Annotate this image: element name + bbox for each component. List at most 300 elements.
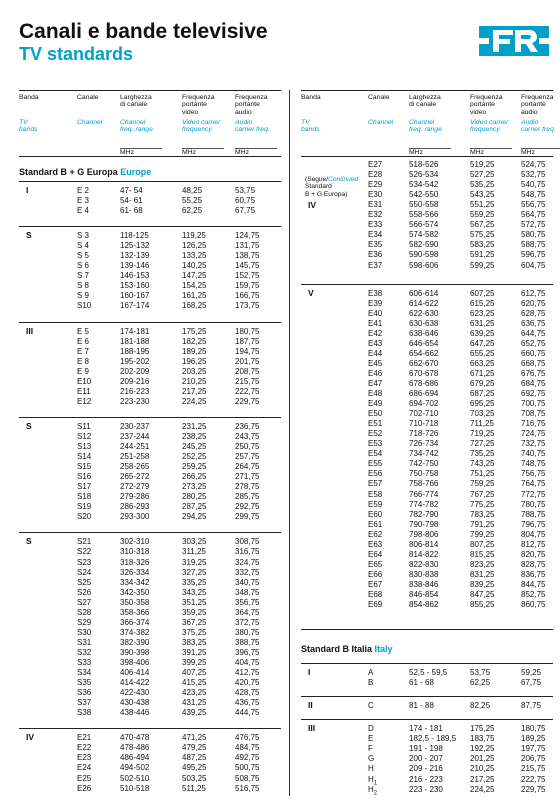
- channel-cell: E42: [368, 328, 383, 338]
- video-cell: 245,25: [182, 442, 207, 452]
- range-cell: 470-478: [120, 733, 150, 743]
- table-row: [301, 399, 553, 409]
- page-title: Canali e bande televisive: [19, 20, 268, 43]
- range-cell: 414-422: [120, 678, 150, 688]
- video-cell: 161,25: [182, 291, 207, 301]
- audio-cell: 285,75: [235, 492, 260, 502]
- video-cell: 62,25: [470, 678, 491, 688]
- range-cell: 846-854: [409, 590, 439, 600]
- video-cell: 503,25: [182, 773, 207, 783]
- audio-cell: 173,75: [235, 301, 260, 311]
- range-cell: 52,5 - 59,5: [409, 668, 448, 678]
- video-cell: 655,25: [470, 348, 495, 358]
- header-band-en-line: bands: [301, 126, 320, 134]
- channel-cell: E66: [368, 569, 383, 579]
- band-group-band-label: I: [308, 667, 311, 678]
- table-row: [301, 744, 553, 754]
- audio-cell: 804,75: [521, 529, 546, 539]
- video-cell: 471,25: [182, 733, 207, 743]
- channel-cell: E34: [368, 230, 383, 240]
- range-cell: 534-542: [409, 180, 439, 190]
- channel-cell: E68: [368, 590, 383, 600]
- range-cell: 734-742: [409, 449, 439, 459]
- table-row: [19, 678, 281, 688]
- header-mhz-rule: [409, 148, 451, 149]
- range-cell: 216 - 223: [409, 774, 443, 784]
- video-cell: 759,25: [470, 479, 495, 489]
- range-cell: 822-830: [409, 559, 439, 569]
- channel-cell: S17: [77, 482, 92, 492]
- video-cell: 359,25: [182, 607, 207, 617]
- video-cell: 663,25: [470, 358, 495, 368]
- table-row: [19, 281, 281, 291]
- audio-cell: 604,75: [521, 260, 546, 270]
- table-row: [19, 422, 281, 432]
- video-cell: 767,25: [470, 489, 495, 499]
- header-audio-en: [235, 119, 270, 134]
- band-group-band-label: IV: [308, 200, 317, 210]
- video-cell: 62,25: [182, 206, 203, 216]
- channel-cell: S23: [77, 557, 92, 567]
- video-cell: 280,25: [182, 492, 207, 502]
- channel-cell: E21: [77, 733, 92, 743]
- range-cell: 382-390: [120, 637, 150, 647]
- header-video-en-line: frequency: [470, 126, 500, 134]
- channel-cell: E55: [368, 459, 383, 469]
- video-cell: 439,25: [182, 708, 207, 718]
- range-cell: 510-518: [120, 783, 150, 793]
- header-audio-line: Frequenza: [521, 94, 554, 101]
- video-cell: 479,25: [182, 743, 207, 753]
- audio-cell: 556,75: [521, 200, 546, 210]
- channel-cell: E39: [368, 298, 383, 308]
- range-cell: 750-758: [409, 469, 439, 479]
- range-cell: 398-406: [120, 658, 150, 668]
- video-cell: 391,25: [182, 647, 207, 657]
- table-row: [301, 479, 553, 489]
- band-group: [19, 728, 281, 801]
- video-cell: 168,25: [182, 301, 207, 311]
- channel-cell: S32: [77, 647, 92, 657]
- header-band-en-line: bands: [19, 126, 38, 134]
- channel-cell: S24: [77, 567, 92, 577]
- range-cell: 854-862: [409, 600, 439, 610]
- audio-cell: 596,75: [521, 250, 546, 260]
- range-cell: 774-782: [409, 499, 439, 509]
- audio-cell: 215,75: [521, 764, 546, 774]
- audio-cell: 740,75: [521, 449, 546, 459]
- header-audio-line: portante: [235, 101, 260, 109]
- band-group: [19, 417, 281, 531]
- channel-cell: S 5: [77, 251, 90, 261]
- video-cell: 287,25: [182, 502, 207, 512]
- header-video-line: Frequenza: [182, 94, 215, 101]
- range-cell: 702-710: [409, 409, 439, 419]
- range-cell: 766-774: [409, 489, 439, 499]
- table-row: [19, 588, 281, 598]
- video-cell: 567,25: [470, 220, 495, 230]
- header-range-en: [120, 119, 153, 134]
- table-row: [301, 785, 553, 795]
- range-cell: 838-846: [409, 579, 439, 589]
- range-cell: 132-139: [120, 251, 150, 261]
- note-line3: B + G Europa): [305, 190, 348, 198]
- table-row: [301, 490, 553, 500]
- video-cell: 599,25: [470, 260, 495, 270]
- video-cell: 375,25: [182, 627, 207, 637]
- video-cell: 519,25: [470, 160, 495, 169]
- audio-cell: 197,75: [521, 744, 546, 754]
- table-row: [19, 658, 281, 668]
- range-cell: 230-237: [120, 421, 150, 431]
- table-row: [19, 357, 281, 367]
- table-row: [301, 500, 553, 510]
- table-row: [19, 241, 281, 251]
- audio-cell: 724,75: [521, 429, 546, 439]
- channel-cell: E11: [77, 386, 91, 396]
- audio-cell: 208,75: [235, 366, 260, 376]
- table-row: [19, 648, 281, 658]
- channel-cell: E52: [368, 429, 383, 439]
- channel-cell: S19: [77, 502, 92, 512]
- channel-cell: S37: [77, 698, 92, 708]
- video-cell: 695,25: [470, 399, 495, 409]
- note-line2: Standard: [305, 183, 332, 191]
- channel-cell: B: [368, 678, 374, 688]
- band-group-band-label: S: [26, 536, 32, 547]
- video-cell: 259,25: [182, 462, 207, 472]
- table-row: [301, 261, 553, 271]
- video-cell: 423,25: [182, 688, 207, 698]
- video-cell: 201,25: [470, 754, 495, 764]
- table-row: [19, 763, 281, 773]
- note-continued: Continued: [328, 176, 359, 183]
- table-row: [301, 701, 553, 711]
- video-cell: 351,25: [182, 597, 207, 607]
- channel-cell: E50: [368, 409, 383, 419]
- range-cell: 358-366: [120, 607, 150, 617]
- table-row: [301, 230, 553, 240]
- band-group: [19, 226, 281, 319]
- table-row: [301, 429, 553, 439]
- audio-cell: 668,75: [521, 358, 546, 368]
- table-row: [301, 510, 553, 520]
- video-cell: 238,25: [182, 431, 207, 441]
- table-row: [19, 733, 281, 743]
- range-cell: 782-790: [409, 509, 439, 519]
- channel-cell: E43: [368, 338, 383, 348]
- table-row: [301, 590, 553, 600]
- video-cell: 575,25: [470, 230, 495, 240]
- audio-cell: 316,75: [235, 547, 260, 557]
- audio-cell: 748,75: [521, 459, 546, 469]
- channel-cell: E 3: [77, 196, 90, 206]
- audio-cell: 166,75: [235, 291, 260, 301]
- table-row: [301, 200, 553, 210]
- range-cell: 182,5 - 189,5: [409, 734, 457, 744]
- channel-cell: E32: [368, 210, 383, 220]
- audio-cell: 700,75: [521, 399, 546, 409]
- channel-cell: E61: [368, 519, 383, 529]
- audio-cell: 532,75: [521, 170, 546, 180]
- audio-cell: 732,75: [521, 439, 546, 449]
- video-cell: 743,25: [470, 459, 495, 469]
- range-cell: 209 - 216: [409, 764, 443, 774]
- audio-cell: 756,75: [521, 469, 546, 479]
- table-header: [19, 90, 281, 157]
- table-row: [301, 550, 553, 560]
- channel-cell: E41: [368, 318, 383, 328]
- video-cell: 415,25: [182, 678, 207, 688]
- audio-cell: 796,75: [521, 519, 546, 529]
- audio-cell: 124,75: [235, 231, 260, 241]
- range-cell: 478-486: [120, 743, 150, 753]
- header-range: [409, 94, 442, 134]
- audio-cell: 67,75: [521, 678, 542, 688]
- video-cell: 196,25: [182, 356, 207, 366]
- header-range-line: Larghezza: [120, 94, 152, 101]
- audio-cell: 836,75: [521, 569, 546, 579]
- audio-cell: 420,75: [235, 678, 260, 688]
- table-row: [301, 570, 553, 580]
- range-cell: 390-398: [120, 647, 150, 657]
- range-cell: 438-446: [120, 708, 150, 718]
- audio-cell: 131,75: [235, 241, 260, 251]
- audio-cell: 500,75: [235, 763, 260, 773]
- audio-cell: 812,75: [521, 539, 546, 549]
- header-channel-en-line: Channel: [368, 119, 394, 126]
- audio-cell: 53,75: [235, 186, 256, 195]
- channel-cell: D: [368, 724, 374, 734]
- column-divider: [289, 90, 290, 796]
- header-mhz: MHz: [182, 149, 196, 156]
- channel-cell: E24: [77, 763, 92, 773]
- section-title: [301, 644, 393, 654]
- fr-logo: [479, 26, 549, 56]
- band-group: [301, 284, 553, 619]
- range-cell: 54- 61: [120, 196, 143, 206]
- range-cell: 125-132: [120, 241, 150, 251]
- range-cell: 160-167: [120, 291, 150, 301]
- table-row: [19, 568, 281, 578]
- channel-cell: E10: [77, 376, 92, 386]
- video-cell: 783,25: [470, 509, 495, 519]
- range-cell: 806-814: [409, 539, 439, 549]
- channel-cell: S 8: [77, 281, 90, 291]
- audio-cell: 180,75: [521, 724, 546, 734]
- audio-cell: 716,75: [521, 419, 546, 429]
- channel-cell: E37: [368, 260, 383, 270]
- channel-cell: E35: [368, 240, 383, 250]
- audio-cell: 436,75: [235, 698, 260, 708]
- table-row: [19, 668, 281, 678]
- header-audio-en-line: carrier freq.: [521, 126, 556, 134]
- range-cell: 558-566: [409, 210, 439, 220]
- channel-cell: E53: [368, 439, 383, 449]
- video-cell: 147,25: [182, 271, 207, 281]
- section-title-en: Europe: [120, 167, 152, 177]
- audio-cell: 364,75: [235, 607, 260, 617]
- video-cell: 119,25: [182, 231, 206, 241]
- table-row: [301, 754, 553, 764]
- audio-cell: 692,75: [521, 389, 546, 399]
- band-group-band-label: II: [308, 700, 313, 711]
- range-cell: 47- 54: [120, 186, 143, 195]
- video-cell: 727,25: [470, 439, 495, 449]
- channel-cell: E27: [368, 160, 383, 169]
- table-row: [19, 397, 281, 407]
- channel-sub: 2: [373, 790, 378, 797]
- video-cell: 807,25: [470, 539, 495, 549]
- video-cell: 294,25: [182, 512, 207, 522]
- channel-cell: S34: [77, 668, 92, 678]
- table-row: [19, 196, 281, 206]
- table-row: [19, 743, 281, 753]
- table-row: [19, 472, 281, 482]
- channel-letter: H: [368, 784, 374, 794]
- table-row: [19, 337, 281, 347]
- header-video-en-line: Video carrier: [182, 119, 221, 126]
- channel-cell: E63: [368, 539, 383, 549]
- channel-cell: S14: [77, 452, 92, 462]
- range-cell: 790-798: [409, 519, 439, 529]
- range-cell: 191 - 198: [409, 744, 443, 754]
- range-cell: 139-146: [120, 261, 150, 271]
- header-range-line: Larghezza: [409, 94, 441, 101]
- audio-cell: 564,75: [521, 210, 546, 220]
- table-row: [301, 678, 553, 688]
- band-group: [301, 663, 553, 694]
- band-group-band-label: V: [308, 287, 314, 298]
- band-group: [301, 696, 553, 717]
- channel-cell: E47: [368, 378, 383, 388]
- range-cell: 188-195: [120, 346, 150, 356]
- table-row: [301, 600, 553, 610]
- range-cell: 366-374: [120, 617, 150, 627]
- header-range-en-line: freq. range: [120, 126, 153, 134]
- channel-cell: E28: [368, 170, 383, 180]
- channel-cell: E46: [368, 368, 383, 378]
- band-group: [19, 181, 281, 224]
- video-cell: 631,25: [470, 318, 495, 328]
- header-channel: [77, 94, 103, 126]
- header-audio: [235, 94, 270, 134]
- channel-cell: S25: [77, 577, 92, 587]
- video-cell: 140,25: [182, 261, 207, 271]
- range-cell: 146-153: [120, 271, 150, 281]
- channel-cell: S36: [77, 688, 92, 698]
- video-cell: 154,25: [182, 281, 207, 291]
- video-cell: 175,25: [470, 724, 495, 734]
- range-cell: 830-838: [409, 569, 439, 579]
- table-row: [301, 530, 553, 540]
- table-row: [19, 347, 281, 357]
- channel-cell: E: [368, 734, 374, 744]
- channel-cell: E59: [368, 499, 383, 509]
- header-audio-en-line: Audio: [521, 119, 539, 126]
- channel-cell: S33: [77, 658, 92, 668]
- video-cell: 273,25: [182, 482, 207, 492]
- header-mhz: MHz: [521, 149, 535, 156]
- range-cell: 654-662: [409, 348, 439, 358]
- table-row: [301, 160, 553, 170]
- video-cell: 224,25: [182, 396, 207, 406]
- audio-cell: 788,75: [521, 509, 546, 519]
- video-cell: 855,25: [470, 600, 495, 610]
- channel-cell: S 7: [77, 271, 90, 281]
- video-cell: 703,25: [470, 409, 495, 419]
- audio-cell: 852,75: [521, 590, 546, 600]
- channel-cell: E54: [368, 449, 383, 459]
- video-cell: 591,25: [470, 250, 495, 260]
- range-cell: 622-630: [409, 308, 439, 318]
- header-band-line: Banda: [19, 94, 39, 101]
- channel-cell: E 8: [77, 356, 90, 366]
- video-cell: 133,25: [182, 251, 207, 261]
- channel-cell: S15: [77, 462, 92, 472]
- video-cell: 343,25: [182, 587, 207, 597]
- range-cell: 582-590: [409, 240, 439, 250]
- channel-cell: E12: [77, 396, 92, 406]
- header-video-en-line: Video carrier: [470, 119, 509, 126]
- range-cell: 374-382: [120, 627, 150, 637]
- header-band-en-line: TV: [301, 119, 310, 126]
- audio-cell: 60,75: [235, 196, 256, 206]
- table-row: [19, 698, 281, 708]
- range-cell: 174-181: [120, 326, 150, 336]
- range-cell: 566-574: [409, 220, 439, 230]
- audio-cell: 444,75: [235, 708, 260, 718]
- table-row: [19, 512, 281, 522]
- channel-cell: S29: [77, 617, 92, 627]
- header-video-en-line: frequency: [182, 126, 212, 134]
- audio-cell: 708,75: [521, 409, 546, 419]
- range-cell: 718-726: [409, 429, 439, 439]
- audio-cell: 87,75: [521, 701, 542, 711]
- range-cell: 265-272: [120, 472, 150, 482]
- audio-cell: 380,75: [235, 627, 260, 637]
- range-cell: 670-678: [409, 368, 439, 378]
- audio-cell: 628,75: [521, 308, 546, 318]
- range-cell: 81 - 88: [409, 701, 434, 711]
- audio-cell: 67,75: [235, 206, 256, 216]
- channel-cell: E30: [368, 190, 383, 200]
- audio-cell: 484,75: [235, 743, 260, 753]
- header-mhz-rule: [470, 148, 512, 149]
- header-range-en: [409, 119, 442, 134]
- range-cell: 726-734: [409, 439, 439, 449]
- range-cell: 486-494: [120, 753, 150, 763]
- band-group-band-label: III: [308, 723, 316, 734]
- audio-cell: 492,75: [235, 753, 260, 763]
- header-mhz: MHz: [409, 149, 423, 156]
- audio-cell: 229,75: [235, 396, 260, 406]
- video-cell: 55,25: [182, 196, 203, 206]
- video-cell: 711,25: [470, 419, 494, 429]
- table-row: [19, 377, 281, 387]
- section-title-en: Italy: [374, 644, 393, 655]
- header-mhz-rule: [521, 148, 560, 149]
- header-channel-en-line: Channel: [77, 119, 103, 126]
- header-band-en: [19, 119, 38, 134]
- audio-cell: 138,75: [235, 251, 260, 261]
- video-cell: 217,25: [182, 386, 207, 396]
- table-row: [301, 170, 553, 180]
- table-row: [301, 250, 553, 260]
- channel-cell: E40: [368, 308, 383, 318]
- table-row: [301, 449, 553, 459]
- video-cell: 559,25: [470, 210, 495, 220]
